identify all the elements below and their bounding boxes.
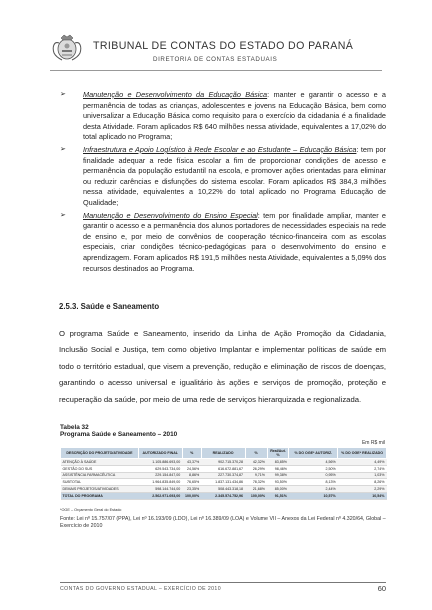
table-cell: 43,37%: [182, 459, 201, 466]
table-cell: 1.105.886.693,00: [138, 459, 182, 466]
column-header: %: [182, 448, 201, 459]
table-cell: 0,95%: [289, 472, 338, 479]
bullet-text: : tem por finalidade ampliar, manter e garantir o acesso e a permanência dos alunos portadores de necessidades especiais na rede de ensino e, por meio de convênios de cooperação técnico-financeira com as escolas especiais, criar condições técnico-pedagógicas para o desenvolvimento do ensino e aprendizagem. Foram aplicados R$ 191,5 milhões nesta Atividade, equivalentes a 5,09% dos recursos destinados ao Programa.: [83, 210, 386, 273]
table-cell: 98,46%: [267, 465, 289, 472]
table-cell: 76,65%: [182, 479, 201, 486]
table-title: Tabela 32: [60, 424, 89, 431]
arrow-bullet-icon: ➢: [60, 211, 66, 219]
table-cell: 4,56%: [289, 459, 338, 466]
table-cell: 23,35%: [182, 486, 201, 493]
footer-text: CONTAS DO GOVERNO ESTADUAL – EXERCÍCIO DE 2010: [60, 586, 221, 592]
section-paragraph: O programa Saúde e Saneamento, inserido da Linha de Ação Promoção da Cidadania, Inclusão Social e Justiça, tem como objetivo Implantar e implementar políticas de saúde em todo o território estadual, que visem a prevenção, redução e eliminação de riscos de doenças, garantindo o acesso universal e igualitário às ações e serviços de promoção, proteção e recuperação da saúde, por meio de uma rede de serviços hierarquizada e regionalizada.: [59, 329, 386, 404]
table-header-row: [61, 448, 387, 459]
table-cell: 229.154.847,00: [138, 472, 182, 479]
table-cell: 629.543.734,00: [138, 465, 182, 472]
table-total-row: [61, 492, 387, 499]
table-cell: 21,68%: [245, 486, 267, 493]
table-cell: 2,74%: [338, 465, 387, 472]
table-cell: 26,29%: [245, 465, 267, 472]
arrow-bullet-icon: ➢: [60, 91, 66, 98]
page-header: [0, 0, 432, 84]
table-cell: 8,13%: [289, 479, 338, 486]
page-number: 60: [377, 584, 386, 593]
bullet-item: [60, 145, 386, 209]
table-cell: 100,00%: [182, 492, 201, 499]
table-cell: ASSISTÊNCIA FARMACÊUTICA: [61, 472, 139, 479]
table-cell: TOTAL DO PROGRAMA: [61, 492, 139, 499]
column-header: %: [245, 448, 267, 459]
table-subtitle: Programa Saúde e Saneamento – 2010: [60, 431, 178, 438]
bullet-text: : tem por finalidade adequar a rede física escolar a fim de proporcionar condições de acesso e permanência da população estudantil na escola, e promover ações orientadas para eliminar ou reduzir carências e disfunções do sistema escolar. Foram aplicados R$ 384,3 milhões nessa atividade, equivalentes a 10,22% do total aplicado no Programa Educação de Qualidade;: [83, 144, 386, 207]
bullet-title: Manutenção e Desenvolvimento da Educação Básica: [83, 90, 268, 99]
table-cell: 8,86%: [182, 472, 201, 479]
table-cell: 10,57%: [289, 492, 338, 499]
bullet-title: Manutenção e Desenvolvimento do Ensino Especial: [83, 210, 258, 220]
table-cell: 508.443.318,18: [201, 486, 245, 493]
bullet-item: [60, 211, 386, 275]
table-cell: 9,71%: [245, 472, 267, 479]
table-cell: 100,00%: [245, 492, 267, 499]
table-row: [61, 479, 387, 486]
table-cell: 598.144.744,00: [138, 486, 182, 493]
table-row: [61, 486, 387, 493]
arrow-bullet-icon: ➢: [60, 145, 66, 153]
budget-table: [60, 447, 387, 500]
table-cell: 616.672.881,67: [201, 465, 245, 472]
bullet-text: : manter e garantir o acesso e a permanência de todas as crianças, adolescentes e jovens na Educação Básica, bem como universalizar a Educação Básica como requisito para o exercício da cidadania é a finalidade desta Atividade. Foram aplicados R$ 640 milhões nessa atividade, equivalentes a 17,02% do total aplicado no Programa;: [83, 90, 386, 142]
bullet-title: Infraestrutura e Apoio Logístico à Rede Escolar e ao Estudante – Educação Básica: [83, 144, 357, 154]
table-cell: 10,54%: [338, 492, 387, 499]
table-cell: 24,56%: [182, 465, 201, 472]
table-cell: 85,00%: [267, 486, 289, 493]
table-cell: 902.715.370,28: [201, 459, 245, 466]
table-cell: SUBTOTAL: [61, 479, 139, 486]
section-title: 2.5.3. Saúde e Saneamento: [59, 302, 160, 311]
bullet-item: [60, 90, 386, 143]
table-cell: 2,29%: [338, 486, 387, 493]
table-row: [61, 465, 387, 472]
table-source: Fonte: Lei nº 15.757/07 (PPA), Lei nº 16.193/09 (LDO), Lei nº 16.389/09 (LOA) e Volume VII – Anexos da Lei Federal nº 4.320/64, Global – Exercício de 2010: [60, 516, 386, 529]
table-cell: 2,50%: [289, 465, 338, 472]
parana-coat-of-arms-icon: [50, 33, 84, 63]
table-footnote: *OGE – Orçamento Geral do Estado: [60, 508, 122, 512]
column-header: % DO OGE* REALIZADO: [338, 448, 387, 459]
table-cell: 99,38%: [267, 472, 289, 479]
organization-subtitle: DIRETORIA DE CONTAS ESTADUAIS: [153, 56, 278, 63]
organization-title: TRIBUNAL DE CONTAS DO ESTADO DO PARANÁ: [93, 40, 354, 52]
table-cell: 1.964.835.849,00: [138, 479, 182, 486]
table-cell: 2.345.574.752,96: [201, 492, 245, 499]
column-header: Real/Aut. %: [267, 448, 289, 459]
table-cell: 4,49%: [338, 459, 387, 466]
table-cell: 78,32%: [245, 479, 267, 486]
footer-divider: [60, 582, 386, 583]
table-cell: DEMAIS PROJETOS/ATIVIDADES: [61, 486, 139, 493]
table-cell: 8,26%: [338, 479, 387, 486]
table-cell: 42,32%: [245, 459, 267, 466]
table-cell: ATENÇÃO À SAÚDE: [61, 459, 139, 466]
table-cell: 227.730.374,87: [201, 472, 245, 479]
table-cell: 2,44%: [289, 486, 338, 493]
table-cell: 1.837.131.434,86: [201, 479, 245, 486]
activity-bullet-list: [60, 90, 386, 276]
table-unit-label: Em R$ mil: [361, 440, 385, 446]
header-divider: [50, 70, 382, 71]
column-header: AUTORIZADO FINAL: [138, 448, 182, 459]
table-row: [61, 472, 387, 479]
table-row: [61, 459, 387, 466]
table-cell: 1,03%: [338, 472, 387, 479]
column-header: REALIZADO: [201, 448, 245, 459]
table-cell: 2.562.971.693,00: [138, 492, 182, 499]
table-cell: 83,85%: [267, 459, 289, 466]
table-cell: 91,51%: [267, 492, 289, 499]
table-cell: 93,50%: [267, 479, 289, 486]
column-header: DESCRIÇÃO DO PROJETO/ATIVIDADE: [61, 448, 139, 459]
column-header: % DO OGE* AUTORIZ.: [289, 448, 338, 459]
table-cell: GESTÃO DO SUS: [61, 465, 139, 472]
